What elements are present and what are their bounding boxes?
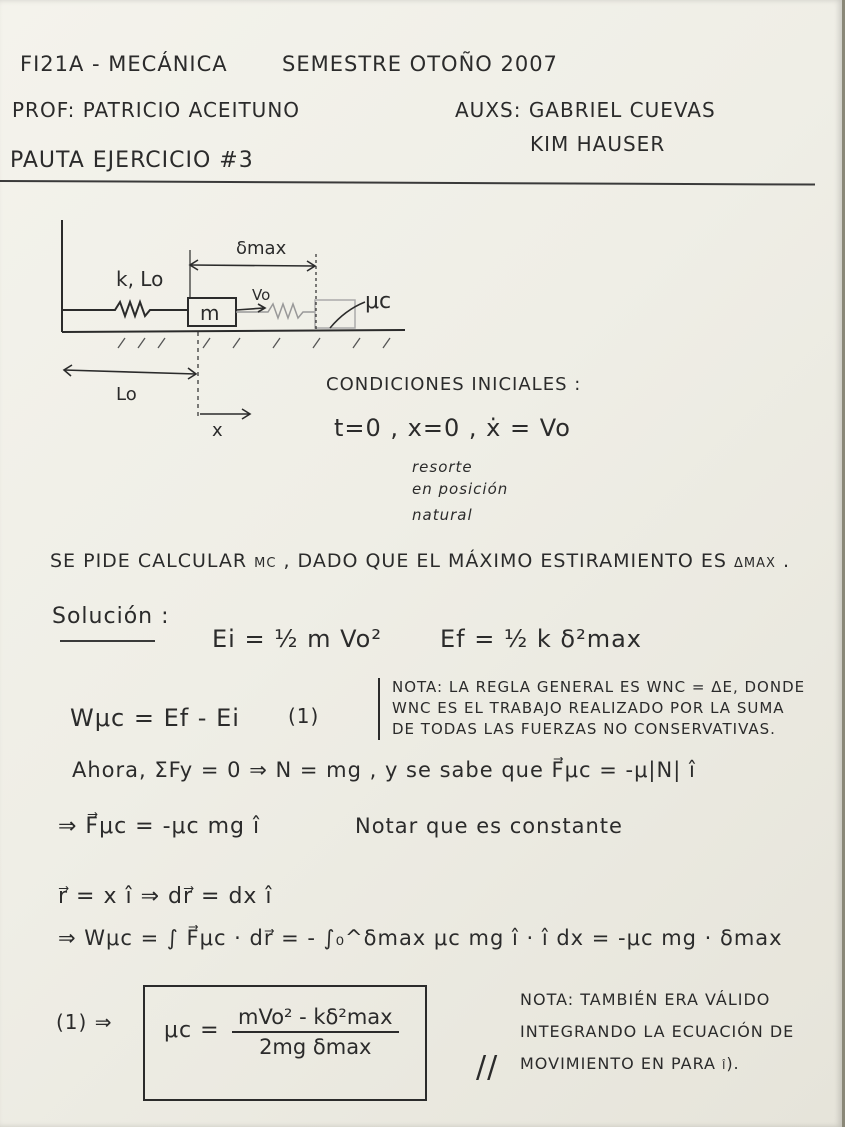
normal-force-line: Ahora, ΣFy = 0 ⇒ N = mg , y se sabe que F⃗μc = -μ|N| î [72,758,696,782]
lo-label: Lo [116,384,137,405]
problem-statement: SE PIDE CALCULAR μc , DADO QUE EL MÁXIMO ESTIRAMIENTO ES δmax . [50,550,791,572]
ic-note-line3: natural [412,506,473,524]
friction-label: μc [365,289,392,314]
result-tag: (1) ⇒ [56,1010,113,1034]
semester-label: SEMESTRE OTOÑO 2007 [282,52,558,76]
work-equation: Wμc = Ef - Ei [70,704,240,732]
aux-label: AUXS: GABRIEL CUEVAS [455,98,716,122]
final-energy: Ef = ½ k δ²max [440,625,642,653]
exercise-title: PAUTA EJERCICIO #3 [10,148,254,173]
solution-heading: Solución : [52,604,170,629]
final-note-line3: MOVIMIENTO EN PARA î). [520,1054,740,1073]
velocity-label: Vo [252,286,271,304]
equation-tag: (1) [288,704,320,728]
mass-label: m [200,301,220,325]
delta-label: δmax [236,238,287,259]
aux-second: KIM HAUSER [530,132,666,156]
result-numerator: mVo² - kδ²max [232,1005,399,1033]
friction-force-line: ⇒ F⃗μc = -μc mg î [58,814,261,839]
note-line3: DE TODAS LAS FUERZAS NO CONSERVATIVAS. [392,720,776,738]
final-note-line1: NOTA: TAMBIÉN ERA VÁLIDO [520,990,771,1009]
initial-conditions-equation: t=0 , x=0 , ẋ = Vo [334,414,571,442]
professor-label: PROF: PATRICIO ACEITUNO [12,98,301,122]
header-rule [0,180,815,186]
spring-label: k, Lo [116,267,164,291]
result-lhs: μc = [164,1018,220,1043]
work-integral-line: ⇒ Wμc = ∫ F⃗μc · dr⃗ = - ∫₀^δmax μc mg î · î dx = -μc mg · δmax [58,926,783,950]
constant-note: Notar que es constante [355,814,623,838]
x-label: x [212,420,223,441]
displacement-line: r⃗ = x î ⇒ dr⃗ = dx î [58,884,273,909]
final-note-line2: INTEGRANDO LA ECUACIÓN DE [520,1022,795,1041]
note-line1: NOTA: LA REGLA GENERAL ES WNC = ΔE, DONDE [392,678,806,696]
ic-note-line2: en posición [412,480,509,498]
ic-note-line1: resorte [412,458,473,476]
initial-conditions-heading: CONDICIONES INICIALES : [326,374,582,395]
solution-underline [60,640,155,642]
end-slashes: // [476,1050,499,1085]
note-line2: WNC ES EL TRABAJO REALIZADO POR LA SUMA [392,699,785,717]
result-fraction [232,1005,399,1059]
result-denominator: 2mg δmax [259,1035,372,1059]
course-title: FI21A - MECÁNICA [20,52,228,76]
initial-energy: Ei = ½ m Vo² [212,625,382,653]
